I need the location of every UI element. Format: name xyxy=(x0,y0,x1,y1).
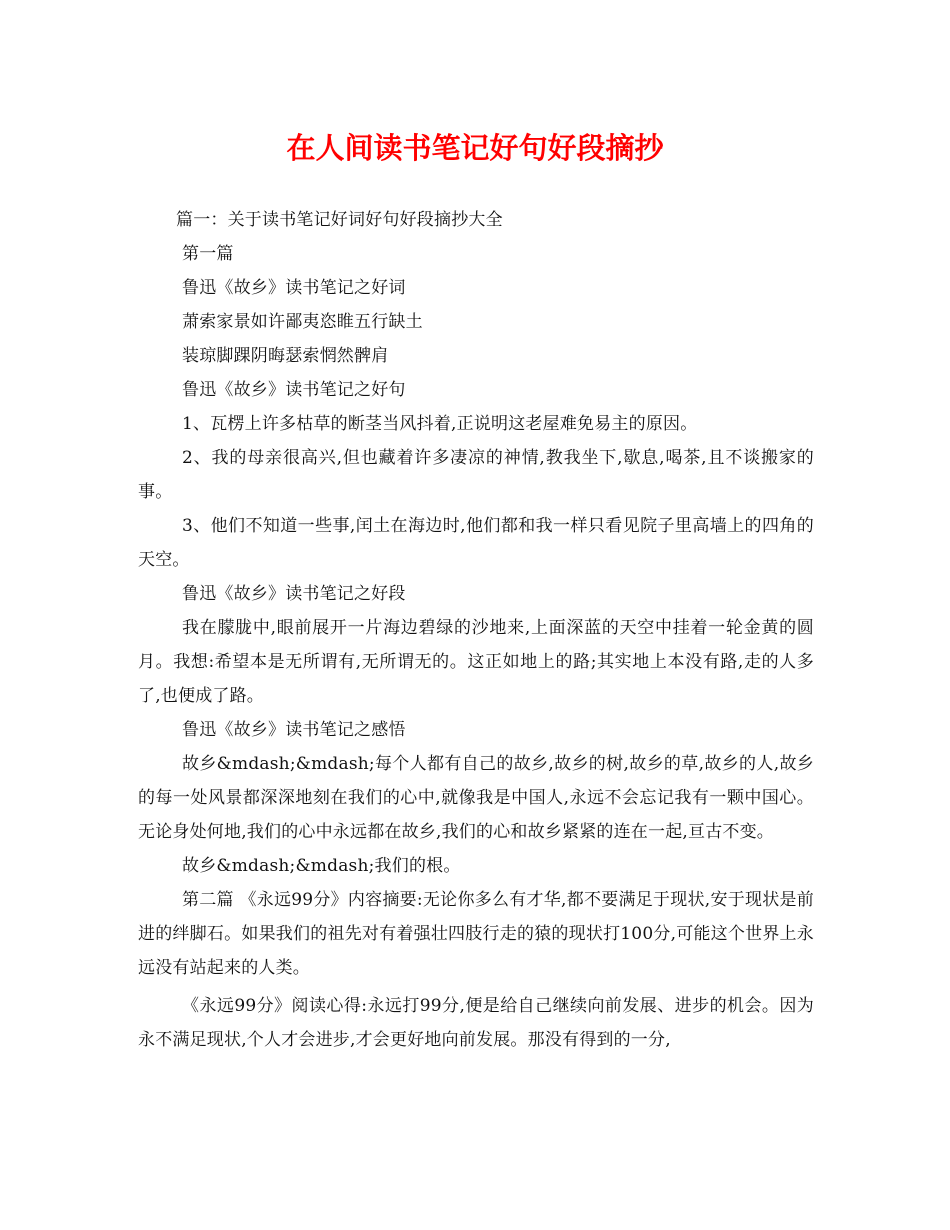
paragraph: 《永远99分》阅读心得:永远打99分,便是给自己继续向前发展、进步的机会。因为永不满足现状,个人才会进步,才会更好地向前发展。那没有得到的一分, xyxy=(138,996,814,1050)
paragraph: 故乡&mdash;&mdash;每个人都有自己的故乡,故乡的树,故乡的草,故乡的人,故乡的每一处风景都深深地刻在我们的心中,就像我是中国人,永远不会忘记我有一颗中国心。无论身处何地,我们的心中永远都在故乡,我们的心和故乡紧紧的连在一起,亘古不变。 xyxy=(138,754,814,842)
paragraph: 鲁迅《故乡》读书笔记之感悟 xyxy=(182,720,406,740)
paragraph: 鲁迅《故乡》读书笔记之好句 xyxy=(182,380,406,400)
paragraph: 鲁迅《故乡》读书笔记之好词 xyxy=(182,278,406,298)
paragraph: 2、我的母亲很高兴,但也藏着许多凄凉的神情,教我坐下,歇息,喝茶,且不谈搬家的事。 xyxy=(138,448,814,502)
paragraph: 萧索家景如许鄙夷恣睢五行缺土 xyxy=(182,312,423,332)
paragraph: 第一篇 xyxy=(182,244,234,264)
document-body xyxy=(138,203,814,1057)
paragraph: 装琼脚踝阴晦瑟索惘然髀肩 xyxy=(182,346,389,366)
paragraph: 故乡&mdash;&mdash;我们的根。 xyxy=(182,856,461,876)
paragraph: 篇一：关于读书笔记好词好句好段摘抄大全 xyxy=(176,210,503,230)
document-title: 在人间读书笔记好句好段摘抄 xyxy=(286,131,664,165)
paragraph: 第二篇 《永远99分》内容摘要:无论你多么有才华,都不要满足于现状,安于现状是前进的绊脚石。如果我们的祖先对有着强壮四肢行走的猿的现状打100分,可能这个世界上永远没有站起来的人类。 xyxy=(138,890,814,978)
paragraph: 鲁迅《故乡》读书笔记之好段 xyxy=(182,584,406,604)
paragraph: 3、他们不知道一些事,闰土在海边时,他们都和我一样只看见院子里高墙上的四角的天空。 xyxy=(138,516,814,570)
paragraph: 我在朦胧中,眼前展开一片海边碧绿的沙地来,上面深蓝的天空中挂着一轮金黄的圆月。我想:希望本是无所谓有,无所谓无的。这正如地上的路;其实地上本没有路,走的人多了,也便成了路。 xyxy=(138,618,814,706)
paragraph: 1、瓦楞上许多枯草的断茎当风抖着,正说明这老屋难免易主的原因。 xyxy=(182,414,698,434)
